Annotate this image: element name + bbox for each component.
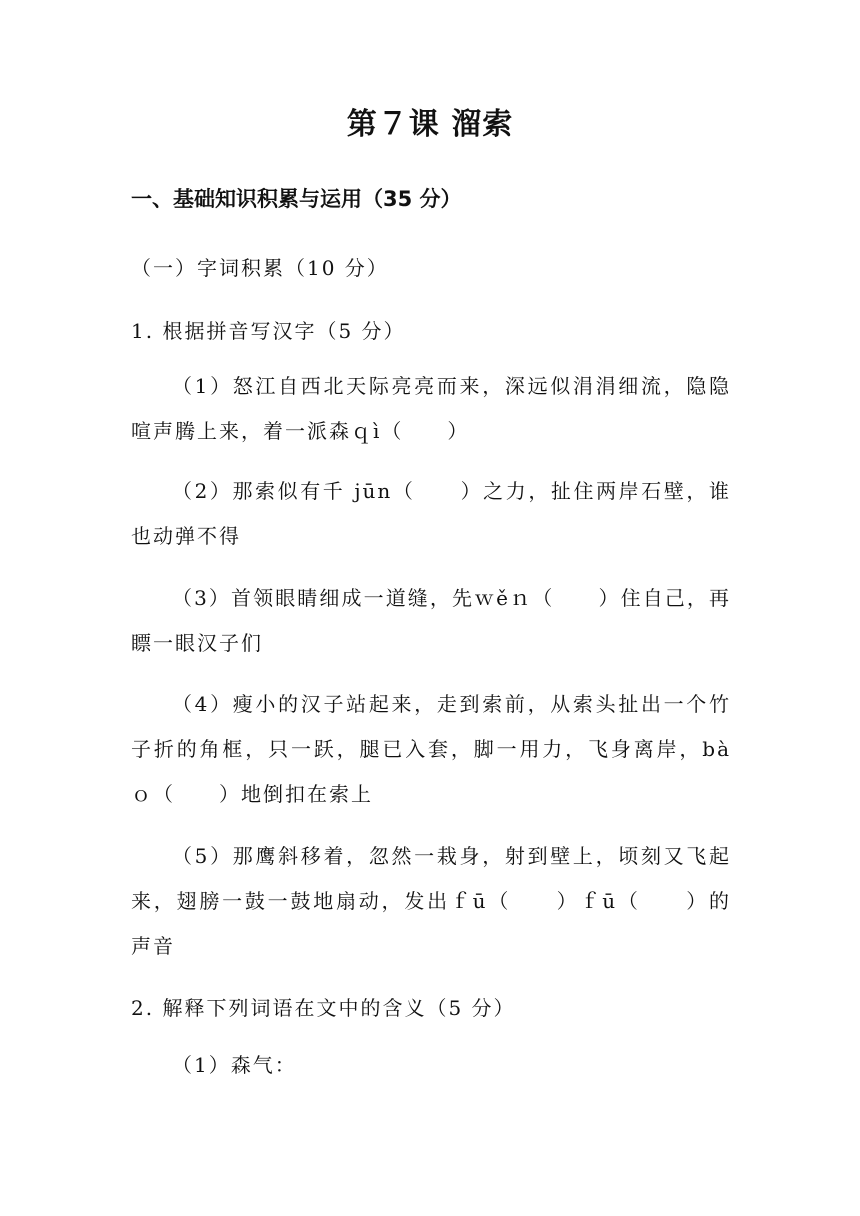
- question-1-item-1: （1）怒江自西北天际亮亮而来，深远似涓涓细流，隐隐喧声腾上来，着一派森ｑì（ ）: [131, 374, 731, 443]
- subsection-heading: （一）字词积累（10 分）: [131, 256, 389, 280]
- question-1-item-3: （3）首领眼睛细成一道缝，先ｗěｎ（ ）住自己，再瞟一眼汉子们: [131, 586, 731, 655]
- question-2-item-1: （1）森气：: [172, 1053, 297, 1077]
- lesson-title: 第７课 溜索: [346, 107, 514, 142]
- question-1-label: 1. 根据拼音写汉字（5 分）: [131, 319, 406, 343]
- question-2-label: 2. 解释下列词语在文中的含义（5 分）: [131, 996, 516, 1020]
- section-heading: 一、基础知识积累与运用（35 分）: [131, 187, 462, 211]
- question-1-item-2: （2）那索似有千 jūn（ ）之力，扯住两岸石壁，谁也动弹不得: [131, 479, 731, 548]
- question-1-item-5: （5）那鹰斜移着，忽然一栽身，射到壁上，顷刻又飞起来，翅膀一鼓一鼓地扇动，发出ｆū（ ）ｆū（ ）的声音: [131, 844, 731, 958]
- question-1-item-4: （4）瘦小的汉子站起来，走到索前，从索头扯出一个竹子折的角框，只一跃，腿已入套，脚一用力，飞身离岸，bàｏ（ ）地倒扣在索上: [131, 692, 731, 806]
